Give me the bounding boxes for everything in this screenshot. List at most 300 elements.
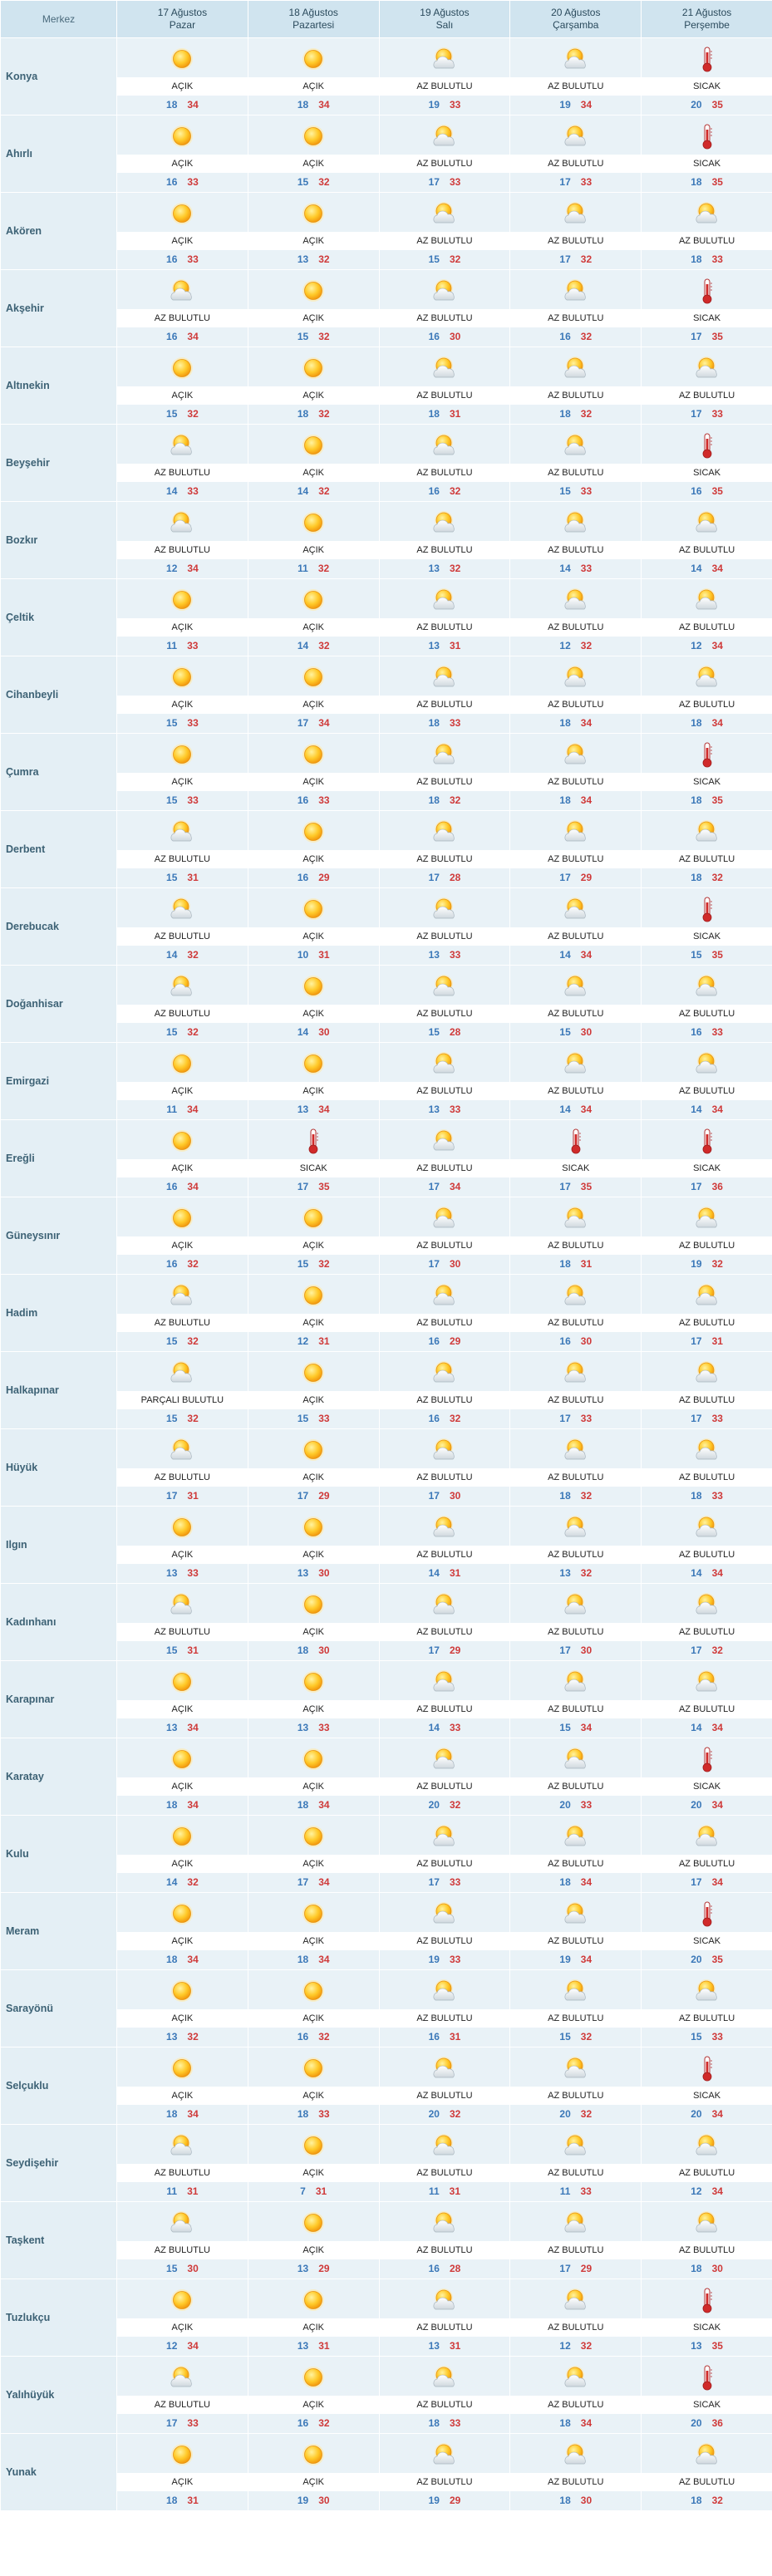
icon-area	[380, 656, 510, 696]
min-temp: 16	[559, 331, 571, 342]
sun-cloud-icon	[693, 199, 721, 228]
sun-cloud-icon	[430, 1436, 459, 1464]
temperature-range	[117, 1255, 248, 1274]
max-temp: 28	[449, 2263, 461, 2274]
condition-text: AZ BULUTLU	[117, 2396, 248, 2414]
condition-text: PARÇALI BULUTLU	[117, 1391, 248, 1409]
forecast-cell	[510, 2125, 642, 2202]
forecast-cell	[379, 270, 510, 347]
max-temp: 32	[187, 1258, 199, 1270]
max-temp: 33	[449, 99, 461, 111]
icon-area	[117, 1120, 248, 1159]
max-temp: 36	[711, 1181, 723, 1192]
sun-cloud-icon	[168, 1281, 196, 1310]
condition-text: AÇIK	[248, 1314, 379, 1332]
icon-area	[510, 1352, 641, 1391]
min-temp: 13	[428, 1104, 440, 1115]
min-temp: 15	[297, 1413, 309, 1424]
forecast-cell	[510, 656, 642, 734]
min-temp: 13	[428, 563, 440, 574]
max-temp: 34	[580, 99, 593, 111]
sun-cloud-icon	[562, 1977, 590, 2005]
min-temp: 16	[166, 331, 178, 342]
condition-text: AZ BULUTLU	[510, 2396, 641, 2414]
max-temp: 34	[711, 717, 723, 729]
district-name: Çeltik	[1, 579, 117, 656]
max-temp: 30	[318, 1026, 330, 1038]
sun-icon	[299, 354, 327, 382]
temperature-range	[380, 2182, 510, 2201]
condition-text: AZ BULUTLU	[510, 1700, 641, 1718]
icon-area	[642, 734, 772, 773]
sun-cloud-icon	[430, 45, 459, 73]
max-temp: 32	[449, 485, 461, 497]
sun-icon	[168, 1127, 196, 1155]
temperature-range	[117, 2259, 248, 2279]
forecast-cell	[248, 1043, 379, 1120]
temperature-range	[380, 1255, 510, 1274]
condition-text: AZ BULUTLU	[510, 1546, 641, 1564]
max-temp: 29	[318, 1490, 330, 1502]
max-temp: 31	[449, 640, 461, 651]
forecast-cell	[642, 425, 772, 502]
condition-text: AÇIK	[117, 1546, 248, 1564]
max-temp: 34	[711, 2185, 723, 2197]
sun-icon	[168, 1822, 196, 1851]
sun-cloud-icon	[430, 2209, 459, 2237]
max-temp: 32	[449, 1799, 461, 1811]
forecast-cell	[642, 2048, 772, 2125]
icon-area	[117, 1738, 248, 1777]
max-temp: 30	[580, 2495, 593, 2506]
max-temp: 33	[187, 485, 199, 497]
max-temp: 34	[318, 1799, 330, 1811]
max-temp: 34	[187, 1722, 199, 1733]
max-temp: 33	[187, 1567, 199, 1579]
sun-icon	[299, 199, 327, 228]
district-row-cumra	[1, 734, 772, 811]
sun-cloud-icon	[430, 1977, 459, 2005]
min-temp: 14	[166, 485, 178, 497]
sun-cloud-icon	[430, 818, 459, 846]
sun-cloud-icon	[693, 1668, 721, 1696]
temperature-range	[510, 1950, 641, 1969]
temperature-range	[248, 1255, 379, 1274]
temperature-range	[510, 714, 641, 733]
day-weekday: Perşembe	[684, 19, 730, 31]
forecast-cell	[117, 1507, 248, 1584]
sun-cloud-icon	[562, 1204, 590, 1232]
condition-text: AÇIK	[117, 77, 248, 96]
max-temp: 32	[318, 1258, 330, 1270]
forecast-cell	[510, 1970, 642, 2048]
condition-text: AZ BULUTLU	[380, 386, 510, 405]
forecast-cell	[379, 1507, 510, 1584]
max-temp: 34	[318, 1104, 330, 1115]
max-temp: 31	[318, 949, 330, 961]
max-temp: 34	[580, 949, 593, 961]
district-row-kulu	[1, 1816, 772, 1893]
max-temp: 32	[580, 1490, 593, 1502]
min-temp: 15	[166, 872, 178, 883]
max-temp: 29	[318, 2263, 330, 2274]
sun-icon	[168, 1668, 196, 1696]
district-row-bozkir	[1, 502, 772, 579]
district-row-seydisehir	[1, 2125, 772, 2202]
sun-cloud-icon	[562, 663, 590, 691]
district-row-kadinhani	[1, 1584, 772, 1661]
forecast-cell	[510, 1429, 642, 1507]
forecast-cell	[248, 2125, 379, 2202]
sun-icon	[299, 1900, 327, 1928]
min-temp: 16	[428, 331, 440, 342]
min-temp: 17	[559, 1413, 571, 1424]
icon-area	[642, 1970, 772, 2009]
forecast-cell	[642, 270, 772, 347]
max-temp: 31	[315, 2185, 327, 2197]
sun-cloud-icon	[562, 1359, 590, 1387]
forecast-cell	[510, 2357, 642, 2434]
condition-text: AZ BULUTLU	[510, 1314, 641, 1332]
forecast-cell	[248, 656, 379, 734]
temperature-range	[642, 1950, 772, 1969]
icon-area	[380, 1584, 510, 1623]
sun-icon	[168, 354, 196, 382]
min-temp: 19	[428, 1954, 440, 1965]
thermometer-icon	[299, 1127, 327, 1155]
icon-area	[117, 1275, 248, 1314]
temperature-range	[248, 714, 379, 733]
min-temp: 11	[166, 1104, 178, 1115]
condition-text: AZ BULUTLU	[380, 2318, 510, 2337]
max-temp: 33	[711, 1026, 723, 1038]
min-temp: 12	[559, 2340, 571, 2352]
icon-area	[248, 347, 379, 386]
icon-area	[248, 425, 379, 464]
min-temp: 18	[691, 176, 702, 188]
min-temp: 16	[428, 2263, 440, 2274]
condition-text: AZ BULUTLU	[380, 2164, 510, 2182]
min-temp: 15	[166, 1335, 178, 1347]
icon-area	[380, 1275, 510, 1314]
condition-text: AZ BULUTLU	[642, 1005, 772, 1023]
district-row-halkapinar	[1, 1352, 772, 1429]
day-date: 18 Ağustos	[288, 7, 338, 18]
icon-area	[642, 193, 772, 232]
max-temp: 35	[711, 331, 723, 342]
temperature-range	[510, 405, 641, 424]
max-temp: 32	[449, 253, 461, 265]
day-weekday: Çarşamba	[553, 19, 599, 31]
district-name: Bozkır	[1, 502, 117, 579]
icon-area	[380, 966, 510, 1005]
sun-cloud-icon	[693, 1281, 721, 1310]
sun-cloud-icon	[430, 1745, 459, 1773]
max-temp: 29	[449, 2495, 461, 2506]
condition-text: AÇIK	[117, 1855, 248, 1873]
icon-area	[248, 2279, 379, 2318]
min-temp: 15	[166, 1413, 178, 1424]
sun-cloud-icon	[430, 509, 459, 537]
min-temp: 11	[297, 563, 308, 574]
district-name: Derebucak	[1, 888, 117, 966]
max-temp: 32	[449, 563, 461, 574]
sun-cloud-icon	[430, 1204, 459, 1232]
district-name: Sarayönü	[1, 1970, 117, 2048]
temperature-range	[117, 714, 248, 733]
icon-area	[117, 1970, 248, 2009]
icon-area	[642, 888, 772, 927]
temperature-range	[642, 1332, 772, 1351]
temperature-range	[248, 1332, 379, 1351]
min-temp: 13	[297, 1104, 309, 1115]
max-temp: 31	[187, 872, 199, 883]
condition-text: AÇIK	[248, 2396, 379, 2414]
condition-text: AZ BULUTLU	[510, 1777, 641, 1796]
sun-cloud-icon	[168, 509, 196, 537]
icon-area	[380, 1970, 510, 2009]
temperature-range	[510, 637, 641, 656]
condition-text: AÇIK	[248, 309, 379, 327]
forecast-cell	[248, 1584, 379, 1661]
district-name: Tuzlukçu	[1, 2279, 117, 2357]
condition-text: AZ BULUTLU	[380, 541, 510, 559]
sun-icon	[168, 122, 196, 150]
temperature-range	[248, 173, 379, 192]
forecast-cell	[642, 116, 772, 193]
forecast-cell	[642, 656, 772, 734]
temperature-range	[380, 2414, 510, 2433]
min-temp: 14	[559, 563, 571, 574]
max-temp: 34	[580, 717, 593, 729]
temperature-range	[642, 559, 772, 578]
min-temp: 13	[297, 2263, 309, 2274]
max-temp: 34	[580, 1104, 593, 1115]
max-temp: 29	[449, 1335, 461, 1347]
temperature-range	[642, 173, 772, 192]
temperature-range	[248, 1641, 379, 1660]
sun-cloud-icon	[168, 2131, 196, 2160]
max-temp: 33	[187, 2417, 199, 2429]
thermometer-icon	[693, 277, 721, 305]
temperature-range	[642, 482, 772, 501]
district-name: Karatay	[1, 1738, 117, 1816]
sun-cloud-icon	[693, 1822, 721, 1851]
sun-icon	[299, 1436, 327, 1464]
icon-area	[380, 270, 510, 309]
icon-area	[510, 193, 641, 232]
condition-text: AÇIK	[117, 1159, 248, 1177]
forecast-cell	[510, 193, 642, 270]
temperature-range	[248, 327, 379, 347]
condition-text: AZ BULUTLU	[510, 77, 641, 96]
max-temp: 34	[580, 1954, 593, 1965]
forecast-cell	[248, 2202, 379, 2279]
temperature-range	[380, 2259, 510, 2279]
district-name: Ahırlı	[1, 116, 117, 193]
min-temp: 16	[166, 176, 178, 188]
district-row-akoren	[1, 193, 772, 270]
sun-cloud-icon	[562, 277, 590, 305]
temperature-range	[248, 2028, 379, 2047]
forecast-cell	[642, 2279, 772, 2357]
min-temp: 20	[559, 1799, 571, 1811]
forecast-cell	[510, 1275, 642, 1352]
max-temp: 34	[318, 717, 330, 729]
icon-area	[117, 966, 248, 1005]
condition-text: AZ BULUTLU	[642, 541, 772, 559]
condition-text: AZ BULUTLU	[642, 2241, 772, 2259]
icon-area	[642, 2279, 772, 2318]
min-temp: 18	[166, 2108, 178, 2120]
thermometer-icon	[693, 895, 721, 923]
forecast-cell	[510, 502, 642, 579]
district-name: Seydişehir	[1, 2125, 117, 2202]
sun-icon	[168, 1050, 196, 1078]
condition-text: AÇIK	[248, 1082, 379, 1100]
sun-cloud-icon	[430, 1050, 459, 1078]
forecast-cell	[117, 966, 248, 1043]
forecast-cell	[642, 579, 772, 656]
max-temp: 32	[580, 331, 593, 342]
min-temp: 17	[559, 1181, 571, 1192]
temperature-range	[642, 1023, 772, 1042]
min-temp: 15	[559, 1026, 571, 1038]
min-temp: 12	[691, 2185, 702, 2197]
temperature-range	[117, 173, 248, 192]
district-row-eregli	[1, 1120, 772, 1197]
condition-text: AZ BULUTLU	[642, 1855, 772, 1873]
district-row-guneysinir	[1, 1197, 772, 1275]
max-temp: 30	[449, 1490, 461, 1502]
condition-text: AZ BULUTLU	[510, 1005, 641, 1023]
icon-area	[380, 1197, 510, 1236]
sun-cloud-icon	[168, 277, 196, 305]
forecast-cell	[117, 1352, 248, 1429]
icon-area	[642, 811, 772, 850]
min-temp: 17	[428, 872, 440, 883]
temperature-range	[380, 1100, 510, 1119]
forecast-cell	[248, 811, 379, 888]
forecast-cell	[642, 347, 772, 425]
temperature-range	[117, 2105, 248, 2124]
icon-area	[117, 1661, 248, 1700]
max-temp: 30	[318, 1644, 330, 1656]
forecast-cell	[510, 888, 642, 966]
condition-text: AÇIK	[117, 232, 248, 250]
thermometer-icon	[693, 45, 721, 73]
forecast-cell	[510, 579, 642, 656]
forecast-cell	[248, 1507, 379, 1584]
temperature-range	[380, 96, 510, 115]
temperature-range	[117, 327, 248, 347]
max-temp: 31	[187, 1490, 199, 1502]
min-temp: 17	[559, 253, 571, 265]
max-temp: 35	[318, 1181, 330, 1192]
temperature-range	[117, 791, 248, 810]
condition-text: AZ BULUTLU	[642, 386, 772, 405]
min-temp: 18	[691, 1490, 702, 1502]
temperature-range	[380, 1487, 510, 1506]
sun-cloud-icon	[430, 2054, 459, 2082]
forecast-cell	[117, 347, 248, 425]
min-temp: 16	[691, 1026, 702, 1038]
sun-icon	[168, 2441, 196, 2469]
forecast-cell	[248, 2357, 379, 2434]
condition-text: SICAK	[642, 773, 772, 791]
condition-text: AZ BULUTLU	[510, 1468, 641, 1487]
min-temp: 15	[691, 2031, 702, 2043]
district-name: Derbent	[1, 811, 117, 888]
condition-text: AZ BULUTLU	[380, 618, 510, 637]
forecast-cell	[642, 2125, 772, 2202]
condition-text: AÇIK	[117, 1932, 248, 1950]
min-temp: 17	[166, 1490, 178, 1502]
icon-area	[642, 1584, 772, 1623]
sun-cloud-icon	[693, 1050, 721, 1078]
max-temp: 35	[711, 2340, 723, 2352]
temperature-range	[117, 1332, 248, 1351]
icon-area	[117, 811, 248, 850]
min-temp: 13	[166, 2031, 178, 2043]
forecast-cell	[510, 2434, 642, 2511]
sun-cloud-icon	[693, 1513, 721, 1541]
icon-area	[248, 38, 379, 77]
condition-text: AÇIK	[248, 927, 379, 946]
temperature-range	[510, 1023, 641, 1042]
max-temp: 35	[711, 949, 723, 961]
icon-area	[642, 1275, 772, 1314]
temperature-range	[117, 868, 248, 887]
icon-area	[248, 1584, 379, 1623]
thermometer-icon	[562, 1127, 590, 1155]
sun-icon	[299, 1281, 327, 1310]
min-temp: 13	[428, 949, 440, 961]
forecast-cell	[117, 270, 248, 347]
icon-area	[117, 1043, 248, 1082]
max-temp: 32	[711, 2495, 723, 2506]
condition-text: AZ BULUTLU	[380, 927, 510, 946]
forecast-cell	[510, 1661, 642, 1738]
forecast-cell	[642, 1043, 772, 1120]
condition-text: AZ BULUTLU	[510, 2164, 641, 2182]
min-temp: 17	[691, 408, 702, 420]
temperature-range	[642, 791, 772, 810]
min-temp: 17	[691, 1876, 702, 1888]
max-temp: 32	[580, 1567, 593, 1579]
sun-cloud-icon	[562, 586, 590, 614]
column-header-day	[642, 1, 772, 38]
forecast-cell	[117, 734, 248, 811]
min-temp: 17	[691, 1181, 702, 1192]
temperature-range	[248, 1718, 379, 1738]
max-temp: 32	[317, 563, 330, 574]
max-temp: 34	[711, 1104, 723, 1115]
max-temp: 34	[580, 1876, 593, 1888]
temperature-range	[117, 637, 248, 656]
temperature-range	[642, 1177, 772, 1197]
icon-area	[248, 270, 379, 309]
temperature-range	[248, 96, 379, 115]
icon-area	[510, 966, 641, 1005]
district-row-derbent	[1, 811, 772, 888]
condition-text: SICAK	[642, 927, 772, 946]
forecast-cell	[248, 579, 379, 656]
icon-area	[510, 1275, 641, 1314]
condition-text: AZ BULUTLU	[380, 232, 510, 250]
icon-area	[642, 1120, 772, 1159]
temperature-range	[380, 2028, 510, 2047]
